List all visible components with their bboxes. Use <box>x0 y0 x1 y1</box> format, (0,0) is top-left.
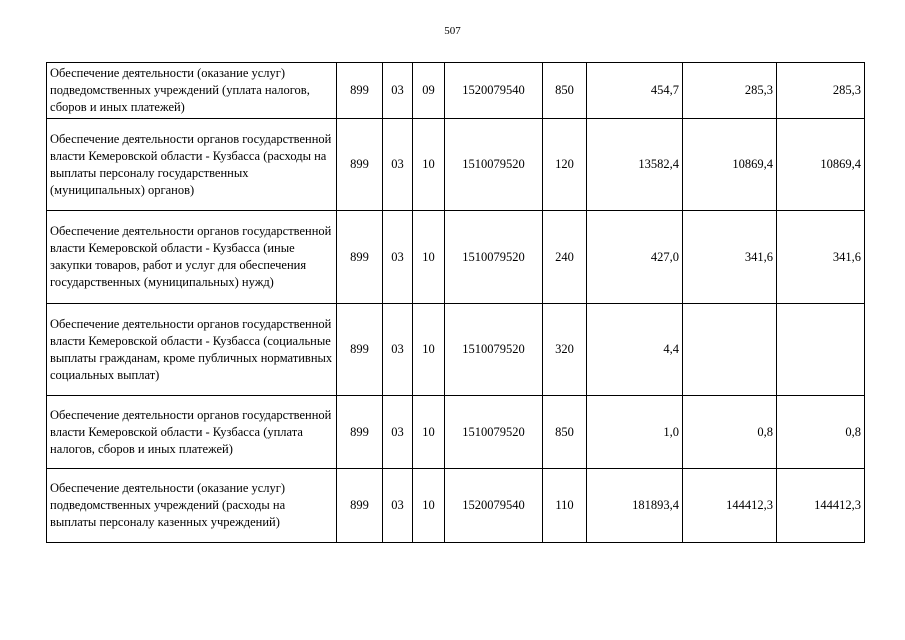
target-article-cell: 1520079540 <box>445 63 543 119</box>
target-article-cell: 1510079520 <box>445 211 543 304</box>
amount-1-cell: 427,0 <box>587 211 683 304</box>
amount-3-cell: 10869,4 <box>777 119 865 211</box>
subsection-code-cell: 10 <box>413 211 445 304</box>
amount-1-cell: 1,0 <box>587 396 683 469</box>
amount-3-cell: 0,8 <box>777 396 865 469</box>
page-number: 507 <box>444 25 461 37</box>
section-code-cell: 03 <box>383 469 413 543</box>
budget-table <box>46 62 865 543</box>
expense-name-cell: Обеспечение деятельности органов государственной власти Кемеровской области - Кузбасса (социальные выплаты гражданам, кроме публичных нормативных социальных выплат) <box>47 304 337 396</box>
table-row <box>47 63 865 119</box>
amount-2-cell: 10869,4 <box>683 119 777 211</box>
section-code-cell: 03 <box>383 211 413 304</box>
expense-type-cell: 240 <box>543 211 587 304</box>
amount-3-cell: 285,3 <box>777 63 865 119</box>
expense-name-cell: Обеспечение деятельности органов государственной власти Кемеровской области - Кузбасса (иные закупки товаров, работ и услуг для обеспечения государственных (муниципальных) нужд) <box>47 211 337 304</box>
amount-2-cell: 0,8 <box>683 396 777 469</box>
ministry-code-cell: 899 <box>337 396 383 469</box>
table-row <box>47 469 865 543</box>
amount-3-cell: 144412,3 <box>777 469 865 543</box>
amount-1-cell: 4,4 <box>587 304 683 396</box>
table-row <box>47 396 865 469</box>
subsection-code-cell: 10 <box>413 396 445 469</box>
section-code-cell: 03 <box>383 63 413 119</box>
subsection-code-cell: 10 <box>413 469 445 543</box>
expense-name-cell: Обеспечение деятельности (оказание услуг) подведомственных учреждений (расходы на выплаты персоналу казенных учреждений) <box>47 469 337 543</box>
expense-name-cell: Обеспечение деятельности органов государственной власти Кемеровской области - Кузбасса (расходы на выплаты персоналу государственных (муниципальных) органов) <box>47 119 337 211</box>
expense-type-cell: 110 <box>543 469 587 543</box>
amount-3-cell <box>777 304 865 396</box>
ministry-code-cell: 899 <box>337 469 383 543</box>
amount-2-cell: 285,3 <box>683 63 777 119</box>
target-article-cell: 1510079520 <box>445 396 543 469</box>
amount-2-cell: 341,6 <box>683 211 777 304</box>
amount-3-cell: 341,6 <box>777 211 865 304</box>
section-code-cell: 03 <box>383 119 413 211</box>
amount-1-cell: 13582,4 <box>587 119 683 211</box>
expense-type-cell: 850 <box>543 396 587 469</box>
section-code-cell: 03 <box>383 396 413 469</box>
table-row <box>47 119 865 211</box>
amount-2-cell: 144412,3 <box>683 469 777 543</box>
expense-type-cell: 850 <box>543 63 587 119</box>
expense-type-cell: 320 <box>543 304 587 396</box>
section-code-cell: 03 <box>383 304 413 396</box>
subsection-code-cell: 10 <box>413 119 445 211</box>
expense-type-cell: 120 <box>543 119 587 211</box>
expense-name-cell: Обеспечение деятельности (оказание услуг) подведомственных учреждений (уплата налогов, сборов и иных платежей) <box>47 63 337 119</box>
target-article-cell: 1520079540 <box>445 469 543 543</box>
target-article-cell: 1510079520 <box>445 304 543 396</box>
ministry-code-cell: 899 <box>337 63 383 119</box>
target-article-cell: 1510079520 <box>445 119 543 211</box>
subsection-code-cell: 10 <box>413 304 445 396</box>
amount-1-cell: 181893,4 <box>587 469 683 543</box>
subsection-code-cell: 09 <box>413 63 445 119</box>
ministry-code-cell: 899 <box>337 304 383 396</box>
ministry-code-cell: 899 <box>337 119 383 211</box>
amount-1-cell: 454,7 <box>587 63 683 119</box>
amount-2-cell <box>683 304 777 396</box>
table-row <box>47 304 865 396</box>
ministry-code-cell: 899 <box>337 211 383 304</box>
expense-name-cell: Обеспечение деятельности органов государственной власти Кемеровской области - Кузбасса (уплата налогов, сборов и иных платежей) <box>47 396 337 469</box>
table-row <box>47 211 865 304</box>
